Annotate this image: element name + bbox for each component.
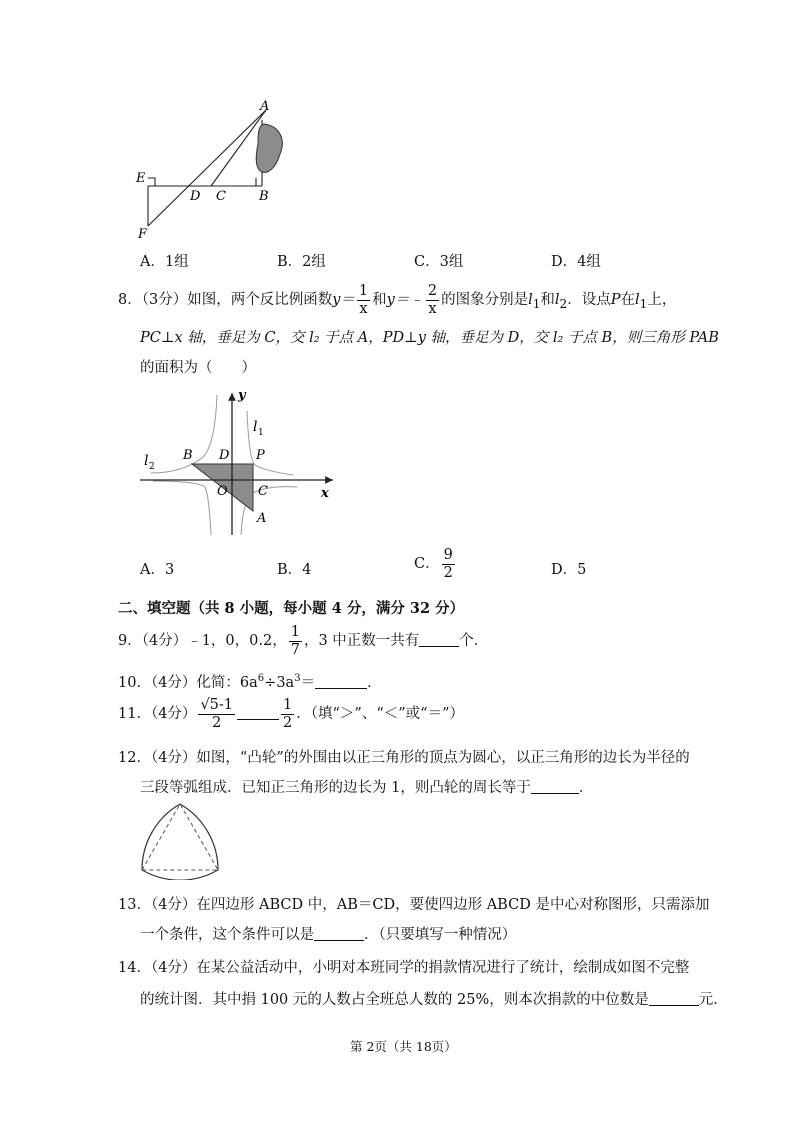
q7-option-c: C．3组 <box>414 254 464 270</box>
q12-end: ． <box>578 780 594 796</box>
q14-answer-blank[interactable] <box>649 991 699 1006</box>
q9-end: 个． <box>459 633 489 649</box>
q8-in: 在 <box>620 292 635 308</box>
q9-prefix: 9．（4分）﹣1，0，0.2， <box>118 633 287 649</box>
q10-answer-blank[interactable] <box>315 674 367 689</box>
q8-label-B: B <box>183 448 193 463</box>
q11-den2: 2 <box>283 714 293 731</box>
q8-figure <box>135 385 345 540</box>
q11-den: 2 <box>212 714 222 731</box>
q9-num: 1 <box>290 624 300 640</box>
q8-option-c-fraction <box>442 548 455 580</box>
q8-option-c-prefix: C． <box>414 556 440 572</box>
q9-den: 7 <box>290 641 300 658</box>
q9 <box>118 625 488 657</box>
q7-label-B: B <box>259 189 269 204</box>
q10-prefix: 10．（4分）化简：6a <box>118 675 258 691</box>
q11-fraction-2 <box>281 698 294 730</box>
q8-line-3: 的面积为（ ） <box>140 360 256 376</box>
q8-prefix: 8．（3分）如图，两个反比例函数 <box>118 292 333 308</box>
q8-l2: l <box>554 292 560 308</box>
q10-end: ． <box>367 675 382 691</box>
q8-label-y: y <box>238 388 246 403</box>
q8-on: 上， <box>647 292 677 308</box>
q12-figure <box>132 800 228 880</box>
q8-option-b: B．4 <box>277 562 312 578</box>
q12-line-1: 12．（4分）如图，“凸轮”的外围由以正三角形的顶点为圆心，以正三角形的边长为半径的 <box>118 750 690 766</box>
q14-end: 元． <box>698 992 728 1008</box>
q8-eq2-den: x <box>428 300 437 317</box>
q14-line-1: 14．（4分）在某公益活动中，小明对本班同学的捐款情况进行了统计，绘制成如图不完整 <box>118 960 690 976</box>
q8-eq1-num: 1 <box>358 283 369 299</box>
q10-exp1: 6 <box>257 673 265 685</box>
q8-line-1 <box>118 284 676 316</box>
q10-exp2: 3 <box>294 673 301 685</box>
q11-num2: 1 <box>283 697 293 713</box>
q11 <box>118 698 464 730</box>
q13-line-2 <box>140 923 516 944</box>
q13-answer-blank[interactable] <box>314 926 364 941</box>
q11-answer-blank[interactable] <box>237 705 279 720</box>
q13-end: ．（只要填写一种情况） <box>364 927 517 943</box>
q8-label-l1: l <box>253 419 258 435</box>
q7-option-b: B．2组 <box>277 254 326 270</box>
q14-line-2 <box>140 988 728 1009</box>
q8-eq2-left: y＝﹣ <box>386 292 424 308</box>
q8-label-x: x <box>321 486 329 501</box>
q8-label-D: D <box>219 448 230 463</box>
q10 <box>118 671 382 692</box>
q7-label-A: A <box>260 99 270 114</box>
q8-l1-sub: 1 <box>532 296 541 311</box>
q12-line2-text: 三段等弧组成．已知正三角形的边长为 1，则凸轮的周长等于 <box>140 780 531 796</box>
q10-mid: ÷3a <box>264 675 295 691</box>
q7-label-E: E <box>136 171 146 186</box>
q8-label-P: P <box>256 448 265 463</box>
q7-option-a: A．1组 <box>140 254 189 270</box>
q8-l2-sub: 2 <box>559 296 568 311</box>
q8-line1-tail: 的图象分别是 <box>441 292 529 308</box>
q11-suffix: ．（填“＞”、“＜”或“＝”） <box>296 706 464 722</box>
q14-line2-text: 的统计图．其中捐 100 元的人数占全班总人数的 25%，则本次捐款的中位数是 <box>140 992 649 1008</box>
q10-eq: ＝ <box>300 675 316 691</box>
q13-line-1: 13．（4分）在四边形 ABCD 中，AB＝CD，要使四边形 ABCD 是中心对称图形，只需添加 <box>118 897 710 913</box>
q8-eq2-num: 2 <box>427 283 438 299</box>
q8-label-A: A <box>257 511 267 526</box>
q8-eq2-fraction <box>426 284 439 316</box>
q11-num: √5-1 <box>200 697 234 713</box>
q8-eq1-den: x <box>359 300 368 317</box>
q7-label-F: F <box>138 227 148 242</box>
q12-line-2 <box>140 776 593 797</box>
q7-label-D: D <box>190 189 201 204</box>
q7-label-C: C <box>216 189 226 204</box>
q8-option-d: D．5 <box>551 562 587 578</box>
q8-label-l2-sub: 2 <box>149 462 155 472</box>
q8-l1b: l <box>635 292 640 308</box>
q12-answer-blank[interactable] <box>531 779 579 794</box>
q8-label-l2: l <box>144 453 149 469</box>
q8-label-l1-sub: 1 <box>258 428 264 438</box>
q8-eq1-fraction <box>357 284 370 316</box>
q9-fraction <box>289 625 302 657</box>
section-heading: 二、填空题（共 8 小题，每小题 4 分，满分 32 分） <box>118 600 465 617</box>
q9-answer-blank[interactable] <box>419 632 459 647</box>
q8-l1b-sub: 1 <box>639 296 648 311</box>
q8-and-2: 和 <box>540 292 555 308</box>
q8-and-1: 和 <box>372 292 387 308</box>
q8-option-c <box>414 548 457 580</box>
q11-prefix: 11．（4分） <box>118 706 197 722</box>
q7-pond-shape <box>256 124 282 172</box>
q8-label-C: C <box>258 484 268 499</box>
q13-line2-text: 一个条件，这个条件可以是 <box>140 927 314 943</box>
q9-suffix: ，3 中正数一共有 <box>303 633 420 649</box>
q8-line1-end: ．设点 <box>567 292 611 308</box>
q8-point-P: P <box>610 292 621 308</box>
q11-fraction-1 <box>198 698 235 730</box>
q8-option-a: A．3 <box>140 562 175 578</box>
q8-l1: l <box>528 292 533 308</box>
q7-option-d: D．4组 <box>551 254 601 270</box>
q8-option-c-num: 9 <box>443 547 453 563</box>
q8-eq1-left: y＝ <box>332 292 355 308</box>
q8-option-c-den: 2 <box>443 564 453 581</box>
q8-label-O: O <box>217 484 228 499</box>
q8-line-2: PC⊥x 轴，垂足为 C，交 l₂ 于点 A，PD⊥y 轴，垂足为 D，交 l₂ 于点 B，则三角形 PAB <box>140 330 719 346</box>
page-footer: 第 2页（共 18页） <box>350 1039 457 1054</box>
q7-figure <box>130 98 300 243</box>
